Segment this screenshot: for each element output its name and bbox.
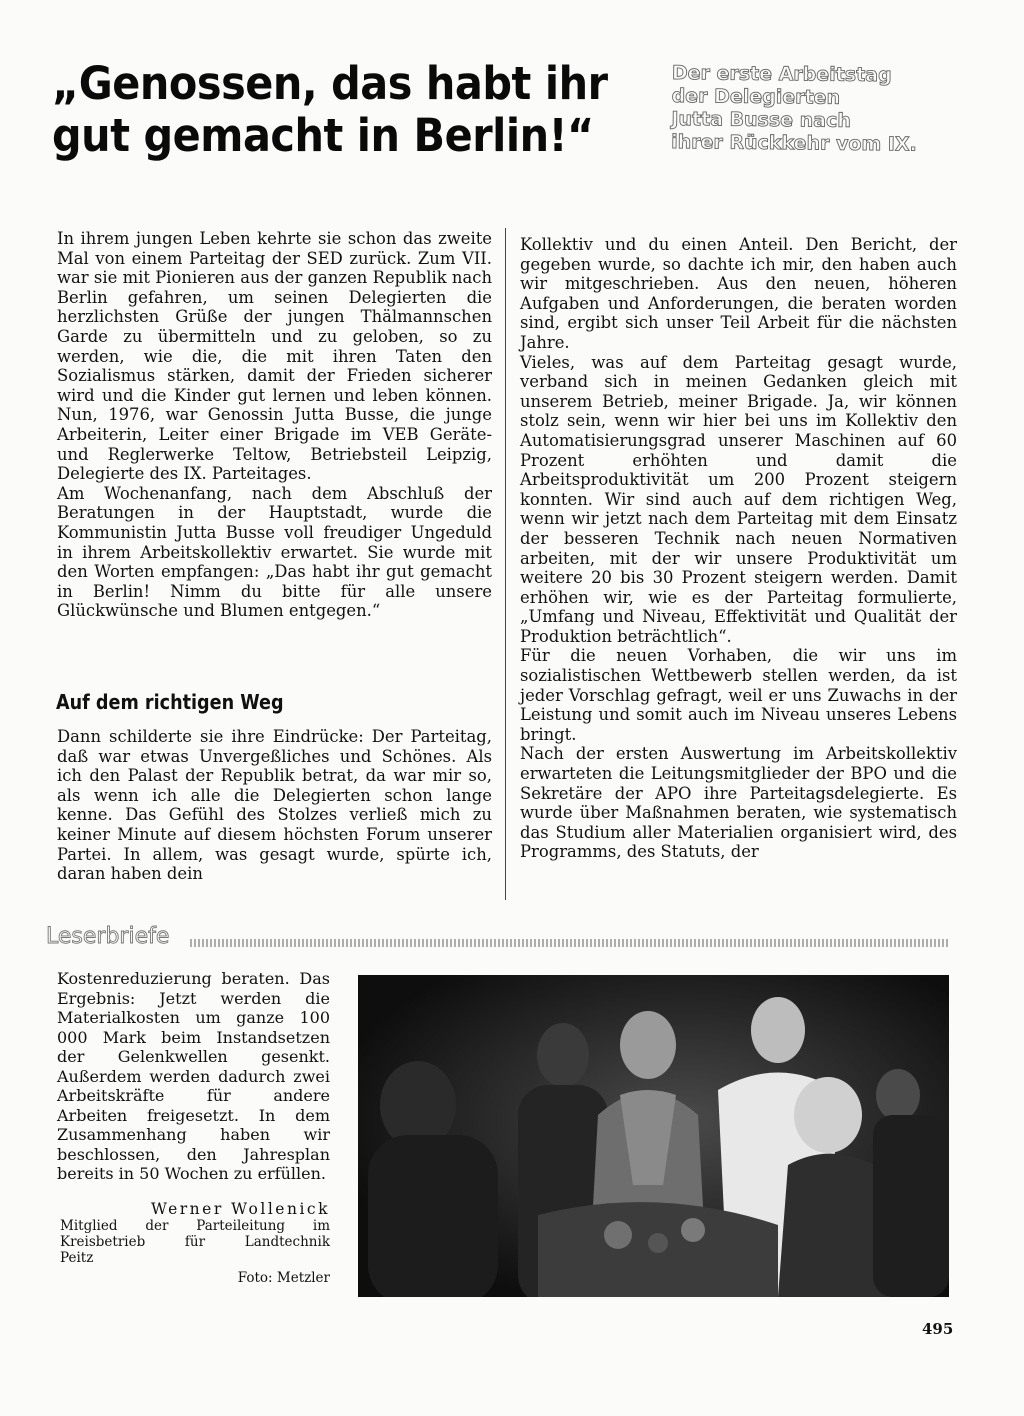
letter-signature — [60, 1200, 330, 1266]
author-role: Mitglied der Parteileitung im — [60, 1218, 330, 1234]
article-paragraph: Nach der ersten Auswertung im Arbeitskollektiv erwarteten die Leitungsmitglieder der BPO und die Sekretäre der APO ihre Parteitagsdelegierte. Es wurde über Maßnahmen beraten, wie systematisch das Studium aller Materialien organisiert wird, des Programms, des Statuts, der — [520, 744, 957, 862]
subhead-line-3: Jutta Busse nach — [671, 107, 851, 132]
article-left-column-bottom — [57, 727, 492, 884]
article-paragraph: Am Wochenanfang, nach dem Abschluß der Beratungen in der Hauptstadt, wurde die Kommunistin Jutta Busse voll freudiger Ungeduld in ihrem Arbeitskollektiv erwartet. Sie wurde mit den Worten empfangen: „Das habt ihr gut gemacht in Berlin! Nimm du bitte für alle unsere Glückwünsche und Blumen entgegen.“ — [57, 483, 492, 621]
headline-line-2: gut gemacht in Berlin!“ — [52, 109, 594, 162]
headline — [52, 58, 613, 162]
author-name: Werner Wollenick — [150, 1200, 330, 1218]
author-role: Peitz — [60, 1250, 94, 1266]
reader-letter — [57, 969, 330, 1184]
subhead-line-2: der Delegierten — [671, 84, 841, 109]
article-paragraph: Kollektiv und du einen Anteil. Den Bericht, der gegeben wurde, so dachte ich mir, den haben auch wir mitgeschrieben. Aus den neuen, höheren Aufgaben und Anforderungen, die beraten worden sind, ergibt sich unser Teil Arbeit für die nächsten Jahre. — [520, 235, 957, 352]
section-rule — [190, 939, 950, 947]
article-paragraph: Für die neuen Vorhaben, die wir uns im sozialistischen Wettbewerb stellen werden, da ist jeder Vorschlag gefragt, weil er uns Zuwachs in der Leistung und somit auch im Niveau unseres Lebens bringt. — [520, 646, 957, 744]
section-label-leserbriefe: Leserbriefe — [46, 924, 170, 949]
letter-text: Kostenreduzierung beraten. Das Ergebnis: Jetzt werden die Materialkosten um ganze 100 000 Mark beim Instandsetzen der Gelenkwellen gesenkt. Außerdem werden dadurch zwei Arbeitskräfte für andere Arbeiten freigesetzt. In dem Zusammenhang haben wir beschlossen, den Jahresplan bereits in 50 Wochen zu erfüllen. — [57, 969, 330, 1183]
article-right-column — [520, 235, 957, 862]
subhead-line-4: ihrer Rückkehr vom IX. — [671, 130, 917, 156]
photo-credit: Foto: Metzler — [237, 1270, 330, 1286]
author-role: Kreisbetrieb für Landtechnik — [60, 1234, 330, 1250]
photo-illustration — [358, 975, 949, 1297]
page-number: 495 — [922, 1320, 954, 1338]
article-paragraph: Dann schilderte sie ihre Eindrücke: Der Parteitag, daß war etwas Unvergeßliches und Schönes. Als ich den Palast der Republik betrat, da war mir so, als wenn ich alle die Delegierten schon lange kenne. Das Gefühl des Stolzes verließ mich zu keiner Minute auf diesem höchsten Forum unserer Partei. In allem, was gesagt wurde, spürte ich, daran haben dein — [57, 727, 492, 884]
headline-line-1: „Genossen, das habt ihr — [52, 57, 608, 110]
article-left-column-top — [57, 229, 492, 621]
photo-group-of-people — [358, 975, 949, 1297]
section-heading: Auf dem richtigen Weg — [56, 690, 284, 714]
column-divider — [505, 228, 506, 900]
article-paragraph: In ihrem jungen Leben kehrte sie schon das zweite Mal von einem Parteitag der SED zurück. Zum VII. war sie mit Pionieren aus der ganzen Republik nach Berlin gefahren, um seinen Delegierten die herzlichsten Grüße der jungen Thälmannschen Garde zu übermitteln und zu geloben, so zu werden, wie die, die mit ihren Taten den Sozialismus stärken, damit der Frieden sicherer wird und die Kinder gut lernen und leben können. Nun, 1976, war Genossin Jutta Busse, die junge Arbeiterin, Leiter einer Brigade im VEB Geräte- und Reglerwerke Teltow, Betriebsteil Leipzig, Delegierte des IX. Parteitages. — [57, 229, 492, 484]
subhead-line-1: Der erste Arbeitstag — [671, 62, 892, 87]
subhead — [671, 62, 972, 157]
article-paragraph: Vieles, was auf dem Parteitag gesagt wurde, verband sich in meinen Gedanken gleich mit unserem Betrieb, meiner Brigade. Ja, wir können stolz sein, wenn wir hier bei uns im Kollektiv den Automatisierungsgrad unserer Maschinen auf 60 Prozent erhöhten und damit die Arbeitsproduktivität um 200 Prozent steigern konnten. Wir sind auch auf dem richtigen Weg, wenn wir jetzt nach dem Parteitag mit dem Einsatz der besseren Technik nach neuen Normativen arbeiten, mit der wir unsere Produktivität um weitere 20 bis 30 Prozent steigern werden. Damit erhöhen wir, wie es der Parteitag formulierte, „Umfang und Niveau, Effektivität und Qualität der Produktion beträchtlich“. — [520, 352, 957, 646]
